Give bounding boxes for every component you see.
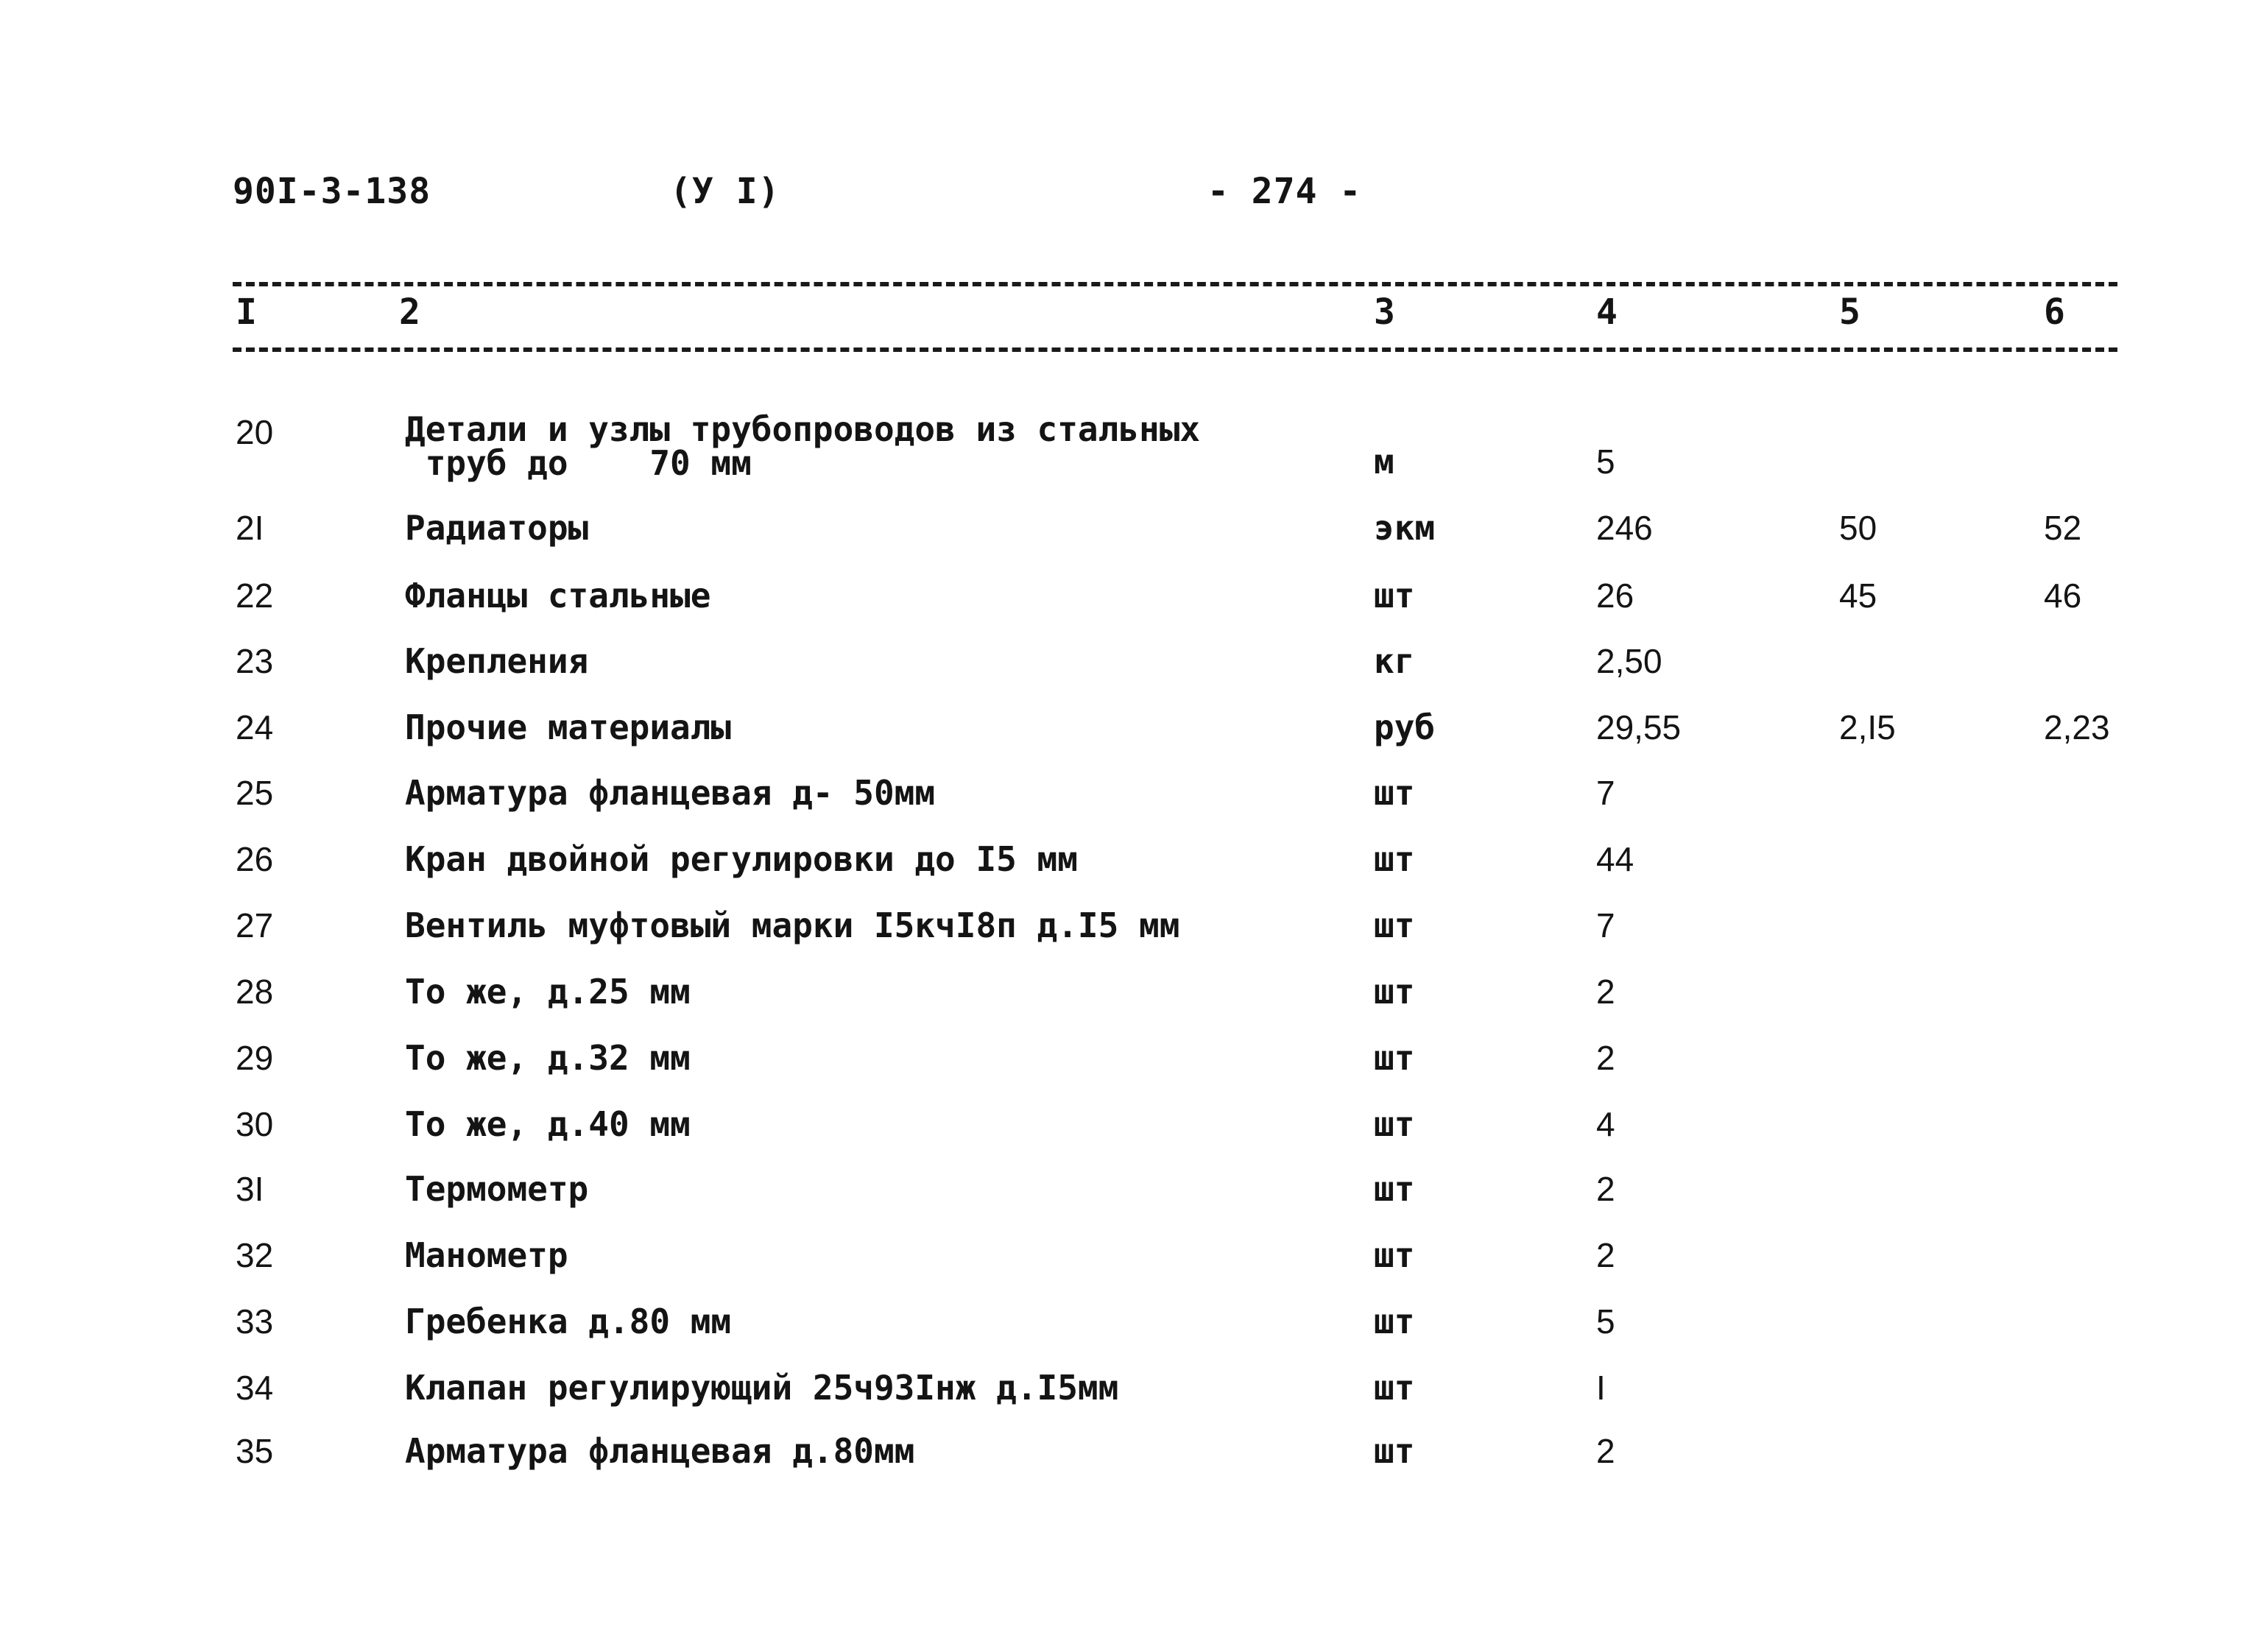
table-row xyxy=(0,1104,2261,1163)
quantity: 2,50 xyxy=(1596,642,1662,680)
column-6-value: 46 xyxy=(2044,576,2082,615)
unit: шт xyxy=(1374,1169,1415,1209)
row-number: 26 xyxy=(236,840,274,878)
quantity: 29,55 xyxy=(1596,708,1682,746)
table-row xyxy=(0,1431,2261,1490)
item-name: Манометр xyxy=(405,1235,568,1275)
column-5-value: 2,I5 xyxy=(1839,708,1896,746)
item-name: Радиаторы xyxy=(405,508,589,548)
unit: шт xyxy=(1374,1104,1415,1144)
row-number: 2I xyxy=(236,509,264,547)
column-5-value: 45 xyxy=(1839,576,1877,615)
row-number: 3I xyxy=(236,1170,264,1208)
quantity: I xyxy=(1596,1369,1606,1407)
row-number: 25 xyxy=(236,774,274,812)
table-row xyxy=(0,508,2261,567)
unit: шт xyxy=(1374,972,1415,1012)
document-code: 90I-3-138 xyxy=(233,171,431,212)
page-number: - 274 - xyxy=(1207,171,1362,212)
table-row xyxy=(0,1302,2261,1360)
table-header-dashed-rule xyxy=(233,347,2117,352)
unit: экм xyxy=(1374,508,1436,548)
column-header-1: I xyxy=(236,292,257,333)
item-name: Прочие материалы xyxy=(405,707,732,747)
column-6-value: 2,23 xyxy=(2044,708,2110,746)
table-row xyxy=(0,641,2261,700)
quantity: 2 xyxy=(1596,1236,1615,1274)
column-header-5: 5 xyxy=(1839,292,1860,333)
sheet-label: (У I) xyxy=(670,171,780,212)
unit: шт xyxy=(1374,839,1415,879)
row-number: 35 xyxy=(236,1432,274,1470)
table-row xyxy=(0,839,2261,898)
item-name: То же, д.40 мм xyxy=(405,1104,691,1144)
quantity: 5 xyxy=(1596,442,1615,481)
quantity: 4 xyxy=(1596,1105,1615,1143)
item-name: Детали и узлы трубопроводов из стальных труб до 70 мм xyxy=(405,409,1201,483)
item-name: Арматура фланцевая д.80мм xyxy=(405,1431,915,1471)
quantity: 2 xyxy=(1596,1170,1615,1208)
table-top-dashed-rule xyxy=(233,282,2117,286)
item-name: Гребенка д.80 мм xyxy=(405,1302,732,1341)
table-row xyxy=(0,576,2261,635)
item-name: То же, д.25 мм xyxy=(405,972,691,1012)
quantity: 2 xyxy=(1596,1432,1615,1470)
table-row xyxy=(0,409,2261,483)
row-number: 23 xyxy=(236,642,274,680)
item-name: Крепления xyxy=(405,641,589,681)
row-number: 28 xyxy=(236,973,274,1011)
table-row xyxy=(0,972,2261,1031)
quantity: 2 xyxy=(1596,1039,1615,1077)
quantity: 5 xyxy=(1596,1302,1615,1341)
quantity: 7 xyxy=(1596,774,1615,812)
unit: шт xyxy=(1374,906,1415,945)
item-name: Кран двойной регулировки до I5 мм xyxy=(405,839,1078,879)
item-name: Арматура фланцевая д- 50мм xyxy=(405,773,936,813)
unit: шт xyxy=(1374,1431,1415,1471)
unit: шт xyxy=(1374,1302,1415,1341)
column-header-4: 4 xyxy=(1596,292,1618,333)
unit: руб xyxy=(1374,707,1436,747)
row-number: 24 xyxy=(236,708,274,746)
quantity: 246 xyxy=(1596,509,1653,547)
row-number: 22 xyxy=(236,576,274,615)
column-5-value: 50 xyxy=(1839,509,1877,547)
row-number: 29 xyxy=(236,1039,274,1077)
item-name: Клапан регулирующий 25ч93Iнж д.I5мм xyxy=(405,1368,1119,1408)
unit: шт xyxy=(1374,1368,1415,1408)
row-number: 20 xyxy=(236,413,274,451)
row-number: 30 xyxy=(236,1105,274,1143)
table-row xyxy=(0,707,2261,766)
item-name: Вентиль муфтовый марки I5кчI8п д.I5 мм xyxy=(405,906,1180,945)
table-row xyxy=(0,906,2261,964)
quantity: 2 xyxy=(1596,973,1615,1011)
column-6-value: 52 xyxy=(2044,509,2082,547)
row-number: 27 xyxy=(236,906,274,945)
table-row xyxy=(0,1235,2261,1294)
row-number: 34 xyxy=(236,1369,274,1407)
table-row xyxy=(0,1368,2261,1427)
row-number: 33 xyxy=(236,1302,274,1341)
column-header-2: 2 xyxy=(399,292,420,333)
unit: шт xyxy=(1374,576,1415,615)
unit: шт xyxy=(1374,1038,1415,1078)
unit: шт xyxy=(1374,1235,1415,1275)
item-name: То же, д.32 мм xyxy=(405,1038,691,1078)
table-row xyxy=(0,773,2261,832)
row-number: 32 xyxy=(236,1236,274,1274)
table-row xyxy=(0,1038,2261,1097)
item-name: Фланцы стальные xyxy=(405,576,711,615)
table-row xyxy=(0,1169,2261,1228)
item-name: Термометр xyxy=(405,1169,589,1209)
quantity: 26 xyxy=(1596,576,1634,615)
unit: м xyxy=(1374,442,1394,481)
unit: шт xyxy=(1374,773,1415,813)
quantity: 44 xyxy=(1596,840,1634,878)
column-header-6: 6 xyxy=(2044,292,2065,333)
quantity: 7 xyxy=(1596,906,1615,945)
unit: кг xyxy=(1374,641,1415,681)
column-header-3: 3 xyxy=(1374,292,1395,333)
